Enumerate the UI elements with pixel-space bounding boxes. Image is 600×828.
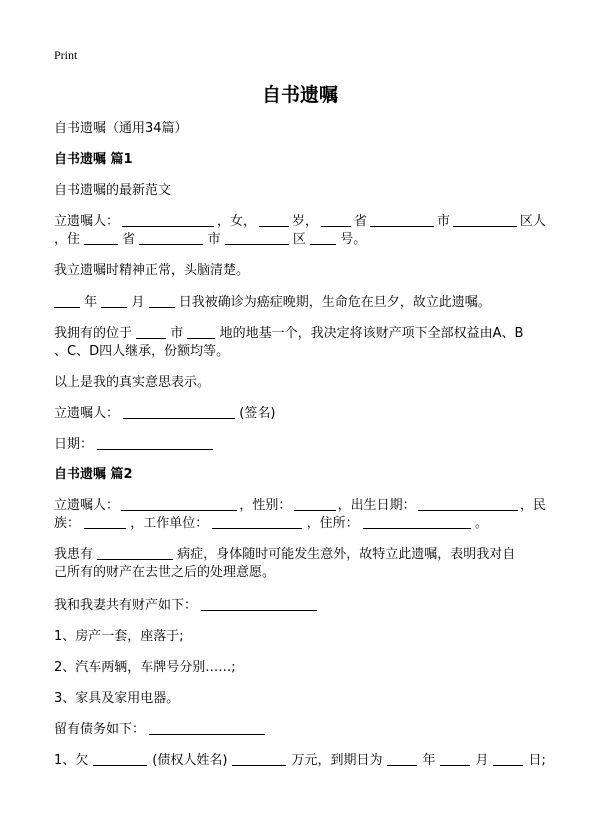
text-fragment: ，住 [54, 232, 81, 247]
blank-debts[interactable] [149, 721, 265, 735]
text-fragment: 立遗嘱人： [54, 214, 120, 229]
testator-info-line-2 [54, 231, 366, 249]
blank-illness[interactable] [97, 546, 173, 560]
text-fragment: 岁， [291, 214, 318, 229]
text-fragment: 病症，身体随时可能发生意外，故特立此遗嘱，表明我对自 [177, 547, 516, 562]
text-fragment: 1、欠 [54, 753, 89, 768]
text-fragment: 市 [436, 214, 450, 229]
mental-state-statement: 我立遗嘱时精神正常，头脑清楚。 [54, 263, 250, 278]
text-fragment: 市 [170, 326, 184, 341]
illness-line-2: 己所有的财产在去世之后的处理意愿。 [54, 565, 276, 580]
blank-due-day[interactable] [493, 752, 523, 766]
text-fragment: 留有债务如下： [54, 722, 146, 737]
text-fragment: 省 [353, 214, 367, 229]
blank-due-year[interactable] [387, 752, 417, 766]
true-will-statement: 以上是我的真实意思表示。 [54, 375, 211, 390]
blank-shared-property[interactable] [201, 597, 317, 611]
blank-ethnicity[interactable] [84, 515, 126, 529]
blank-creditor[interactable] [93, 752, 147, 766]
section-1-intro: 自书遗嘱的最新范文 [54, 183, 172, 198]
section-heading-2: 自书遗嘱 篇2 [54, 467, 133, 482]
blank-gender[interactable] [294, 497, 336, 511]
blank-name[interactable] [122, 213, 214, 227]
debts-line [54, 721, 265, 739]
blank-due-month[interactable] [440, 752, 470, 766]
text-fragment: (债权人姓名) [152, 753, 228, 768]
text-fragment: 省 [122, 232, 136, 247]
text-fragment: ，性别： [239, 498, 292, 513]
text-fragment: 市 [207, 232, 221, 247]
text-fragment: 万元，到期日为 [291, 753, 383, 768]
text-fragment: 月 [131, 295, 145, 310]
text-fragment: 立遗嘱人： [54, 498, 120, 513]
text-fragment: 号。 [340, 232, 367, 247]
blank-date[interactable] [97, 436, 213, 450]
text-fragment: ，出生日期： [337, 498, 416, 513]
text-fragment: 我和我妻共有财产如下： [54, 598, 198, 613]
shared-property-line [54, 597, 317, 615]
text-fragment: 族： [54, 516, 81, 531]
text-fragment: 。 [474, 516, 488, 531]
blank-residence-city[interactable] [139, 231, 203, 245]
text-fragment: (签名) [239, 406, 276, 421]
text-fragment: 年 [422, 753, 436, 768]
text-fragment: 地的地基一个，我决定将该财产项下全部权益由A、B [219, 326, 524, 341]
blank-age[interactable] [259, 213, 289, 227]
blank-testator-name[interactable] [121, 497, 237, 511]
text-fragment: 区人 [519, 214, 546, 229]
text-fragment: 日; [528, 753, 546, 768]
blank-district[interactable] [453, 213, 517, 227]
text-fragment: 我患有 [54, 547, 94, 562]
text-fragment: 立遗嘱人： [54, 406, 120, 421]
section-heading-1: 自书遗嘱 篇1 [54, 152, 133, 167]
debt-item-1 [54, 752, 546, 770]
blank-residence-number[interactable] [310, 231, 336, 245]
text-fragment: ，工作单位： [130, 516, 209, 531]
document-subtitle: 自书遗嘱（通用34篇） [54, 121, 188, 136]
blank-year[interactable] [54, 294, 80, 308]
blank-residence-district[interactable] [225, 231, 289, 245]
blank-province[interactable] [321, 213, 351, 227]
blank-amount[interactable] [232, 752, 286, 766]
diagnosis-line [54, 294, 491, 312]
text-fragment: ，民 [519, 498, 546, 513]
blank-address[interactable] [363, 515, 471, 529]
text-fragment: ，女， [216, 214, 256, 229]
text-fragment: 日我被确诊为癌症晚期，生命危在旦夕，故立此遗嘱。 [178, 295, 491, 310]
testator-info-line-3 [54, 497, 546, 515]
property-line-2: 、C、D四人继承，份额均等。 [54, 344, 230, 359]
property-line-1 [54, 325, 523, 343]
text-fragment: ，住所： [306, 516, 359, 531]
blank-month[interactable] [101, 294, 127, 308]
print-link[interactable]: Print [54, 48, 78, 62]
blank-residence-province[interactable] [84, 231, 118, 245]
blank-city[interactable] [370, 213, 434, 227]
blank-property-city[interactable] [136, 325, 166, 339]
blank-property-place[interactable] [187, 325, 215, 339]
text-fragment: 我拥有的位于 [54, 326, 133, 341]
blank-employer[interactable] [212, 515, 302, 529]
blank-birth-date[interactable] [418, 497, 518, 511]
testator-info-line-1 [54, 213, 546, 231]
illness-line-1 [54, 546, 515, 564]
property-item-1: 1、房产一套，座落于; [54, 629, 184, 644]
text-fragment: 月 [475, 753, 489, 768]
text-fragment: 年 [84, 295, 98, 310]
blank-day[interactable] [149, 294, 175, 308]
date-line [54, 436, 213, 454]
blank-signature[interactable] [123, 405, 235, 419]
text-fragment: 区 [292, 232, 306, 247]
property-item-2: 2、汽车两辆，车牌号分别……; [54, 660, 236, 675]
text-fragment: 日期： [54, 437, 94, 452]
property-item-3: 3、家具及家用电器。 [54, 691, 180, 706]
document-title: 自书遗嘱 [261, 84, 338, 106]
signature-line [54, 405, 275, 423]
testator-info-line-4 [54, 515, 488, 533]
